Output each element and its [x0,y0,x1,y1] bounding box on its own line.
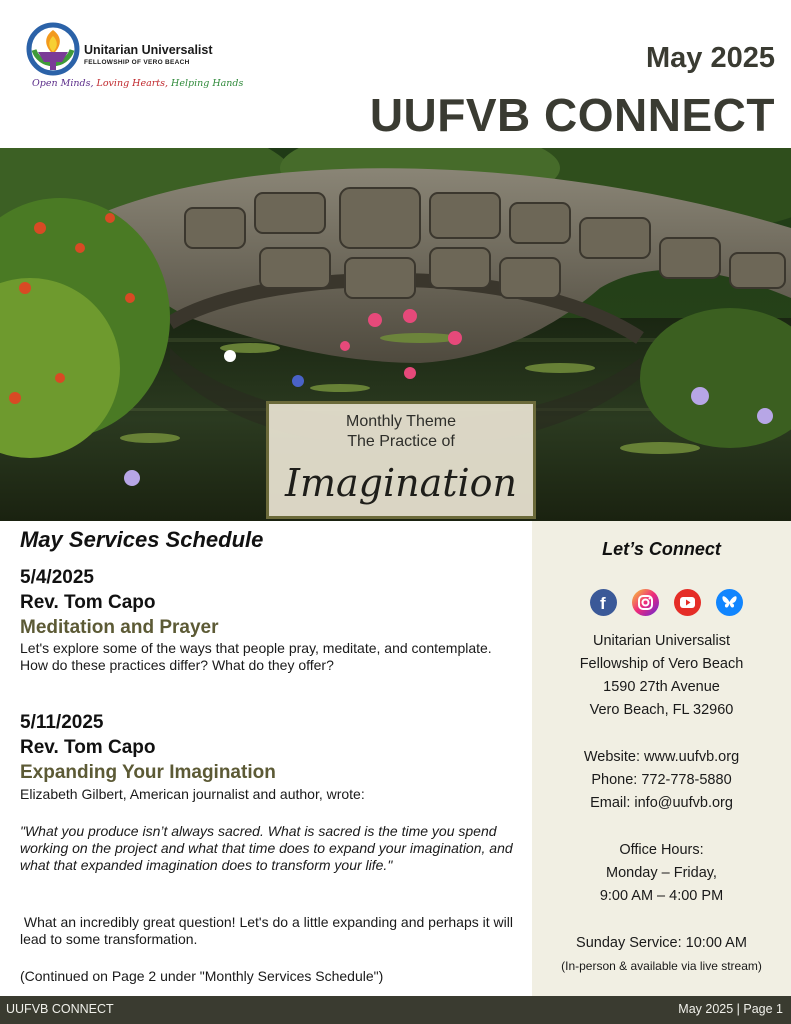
svg-text:f: f [600,594,606,613]
page-footer [0,996,791,1024]
tagline-part-2: Loving Hearts, [96,78,169,89]
page-header [0,0,791,148]
tagline-part-1: Open Minds, [32,78,94,89]
service-2-date: 5/11/2025 [20,712,104,733]
flaming-chalice-icon [24,22,82,80]
org-name: Unitarian Universalist [84,43,213,57]
facebook-icon[interactable] [590,589,617,616]
service-1-minister: Rev. Tom Capo [20,592,156,613]
service-2-intro: Elizabeth Gilbert, American journalist and author, wrote: [20,786,365,802]
newsletter-title: UUFVB CONNECT [369,89,775,141]
address-line-3: 1590 27th Avenue [603,679,720,695]
theme-subtitle: The Practice of [347,433,455,450]
issue-month: May 2025 [646,42,775,74]
sunday-service-note: (In-person & available via live stream) [561,959,762,973]
service-1-title: Meditation and Prayer [20,617,219,638]
address-line-1: Unitarian Universalist [593,633,730,649]
service-2-minister: Rev. Tom Capo [20,737,156,758]
bluesky-icon[interactable] [716,589,743,616]
website-link[interactable]: Website: www.uufvb.org [583,749,740,765]
theme-label: Monthly Theme [346,413,456,430]
sunday-service-time: Sunday Service: 10:00 AM [576,935,747,951]
office-hours-times: 9:00 AM – 4:00 PM [599,888,724,904]
org-tagline [32,78,243,89]
theme-word: Imagination [284,461,518,505]
service-2-follow: What an incredibly great question! Let's do a little expanding and perhaps it will lead to some transformation. [20,914,517,947]
connect-sidebar [532,521,791,996]
phone-number[interactable]: Phone: 772-778-5880 [591,772,732,788]
service-2-quote: "What you produce isn’t always sacred. What is sacred is the time you spend working on the project and what that time does to expand your imagination, and what that expanded imagination does to transform your life." [20,823,513,873]
org-subtitle: FELLOWSHIP OF VERO BEACH [84,59,190,66]
youtube-icon[interactable] [674,589,701,616]
office-hours-label: Office Hours: [619,842,704,858]
social-links [590,589,750,617]
continued-note: (Continued on Page 2 under "Monthly Services Schedule") [20,968,384,984]
instagram-icon[interactable] [632,589,659,616]
footer-title: UUFVB CONNECT [6,1002,114,1016]
address-line-2: Fellowship of Vero Beach [579,656,744,672]
email-link[interactable]: Email: info@uufvb.org [590,795,733,811]
service-1-description: Let's explore some of the ways that people pray, meditate, and contemplate. How do these practices differ? What do they offer? [20,640,492,673]
schedule-heading: May Services Schedule [20,527,264,552]
service-1-date: 5/4/2025 [20,567,94,588]
connect-heading: Let’s Connect [602,539,721,559]
footer-page-number: May 2025 | Page 1 [678,1002,783,1016]
monthly-theme-box [266,401,536,519]
address-line-4: Vero Beach, FL 32960 [589,702,734,718]
fellowship-logo [24,22,254,102]
office-hours-days: Monday – Friday, [606,865,717,881]
tagline-part-3: Helping Hands [171,78,244,89]
service-2-title: Expanding Your Imagination [20,762,276,783]
